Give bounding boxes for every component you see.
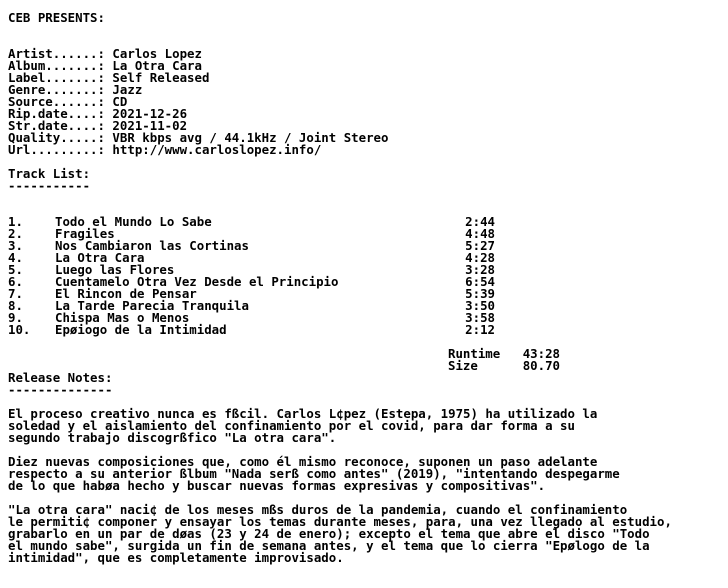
track-duration: 4:28 bbox=[465, 250, 495, 265]
header-title: CEB PRESENTS: bbox=[8, 10, 105, 25]
runtime-value: 43:28 bbox=[522, 346, 560, 361]
track-title: Nos Cambiaron las Cortinas bbox=[55, 238, 249, 253]
track-duration: 4:48 bbox=[465, 226, 495, 241]
notes-line: soledad y el aislamiento del confinamiento por el covid, para dar forma a su bbox=[8, 418, 575, 433]
track-number: 8. bbox=[8, 298, 23, 313]
track-duration: 3:58 bbox=[465, 310, 495, 325]
track-title: El Rincon de Pensar bbox=[55, 286, 197, 301]
notes-line: el mundo sabe", surgida un fin de semana antes, y el tema que lo cierra "Epølogo de la bbox=[8, 538, 650, 553]
notes-line: segundo trabajo discogrßfico "La otra cara". bbox=[8, 430, 337, 445]
release-notes-heading: Release Notes: bbox=[8, 370, 113, 385]
track-number: 5. bbox=[8, 262, 23, 277]
track-row bbox=[8, 216, 724, 228]
info-artist: Artist......: Carlos Lopez bbox=[8, 46, 202, 61]
track-title: La Otra Cara bbox=[55, 250, 145, 265]
track-duration: 5:39 bbox=[465, 286, 495, 301]
notes-line: grabarlo en un par de døas (23 y 24 de enero); excepto el tema que abre el disco "Todo bbox=[8, 526, 650, 541]
nfo-document bbox=[8, 12, 724, 564]
release-notes-underline: -------------- bbox=[8, 382, 113, 397]
track-duration: 3:50 bbox=[465, 298, 495, 313]
runtime-label: Runtime bbox=[448, 346, 501, 361]
info-source: Source......: CD bbox=[8, 94, 128, 109]
track-title: Epøiogo de la Intimidad bbox=[55, 322, 227, 337]
tracklist-heading: Track List: bbox=[8, 166, 91, 181]
notes-line: Diez nuevas composiciones que, como él mismo reconoce, suponen un paso adelante bbox=[8, 454, 598, 469]
track-title: La Tarde Parecia Tranquila bbox=[55, 298, 249, 313]
info-album: Album.......: La Otra Cara bbox=[8, 58, 202, 73]
notes-line: respecto a su anterior ßlbum "Nada serß como antes" (2019), "intentando despegarme bbox=[8, 466, 620, 481]
notes-line: El proceso creativo nunca es fßcil. Carlos L¢pez (Estepa, 1975) ha utilizado la bbox=[8, 406, 598, 421]
notes-paragraph bbox=[8, 504, 724, 564]
notes-line: de lo que habøa hecho y buscar nuevas formas expresivas y compositivas". bbox=[8, 478, 546, 493]
tracklist-underline: ----------- bbox=[8, 178, 91, 193]
track-duration: 5:27 bbox=[465, 238, 495, 253]
track-duration: 3:28 bbox=[465, 262, 495, 277]
track-number: 1. bbox=[8, 214, 23, 229]
release-info bbox=[8, 48, 724, 156]
runtime-row bbox=[8, 348, 724, 360]
info-str-date: Str.date....: 2021-11-02 bbox=[8, 118, 188, 133]
track-number: 4. bbox=[8, 250, 23, 265]
info-quality: Quality.....: VBR kbps avg / 44.1kHz / Joint Stereo bbox=[8, 130, 389, 145]
track-number: 2. bbox=[8, 226, 23, 241]
info-rip-date: Rip.date....: 2021-12-26 bbox=[8, 106, 188, 121]
size-value: 80.70 bbox=[522, 358, 560, 373]
notes-paragraph bbox=[8, 456, 724, 492]
track-number: 6. bbox=[8, 274, 23, 289]
track-title: Fragiles bbox=[55, 226, 115, 241]
track-duration: 2:12 bbox=[465, 322, 495, 337]
info-genre: Genre.......: Jazz bbox=[8, 82, 143, 97]
track-number: 10. bbox=[8, 322, 31, 337]
track-list bbox=[8, 216, 724, 336]
info-url: Url.........: http://www.carloslopez.info/ bbox=[8, 142, 322, 157]
notes-line: intimidad", que es completamente improvisado. bbox=[8, 550, 344, 565]
notes-line: le permiti¢ componer y ensayar los temas durante meses, para, una vez llegado al estudio, bbox=[8, 514, 672, 529]
size-row bbox=[8, 360, 724, 372]
size-label: Size bbox=[448, 358, 478, 373]
release-notes bbox=[8, 408, 724, 564]
track-number: 9. bbox=[8, 310, 23, 325]
track-row bbox=[8, 324, 724, 336]
info-label: Label.......: Self Released bbox=[8, 70, 210, 85]
track-number: 3. bbox=[8, 238, 23, 253]
summary-block bbox=[8, 348, 724, 372]
track-duration: 2:44 bbox=[465, 214, 495, 229]
track-title: Cuentamelo Otra Vez Desde el Principio bbox=[55, 274, 339, 289]
track-title: Todo el Mundo Lo Sabe bbox=[55, 214, 212, 229]
track-number: 7. bbox=[8, 286, 23, 301]
notes-line: "La otra cara" naci¢ de los meses mßs duros de la pandemia, cuando el confinamiento bbox=[8, 502, 628, 517]
track-title: Chispa Mas o Menos bbox=[55, 310, 190, 325]
track-title: Luego las Flores bbox=[55, 262, 175, 277]
notes-paragraph bbox=[8, 408, 724, 444]
track-duration: 6:54 bbox=[465, 274, 495, 289]
